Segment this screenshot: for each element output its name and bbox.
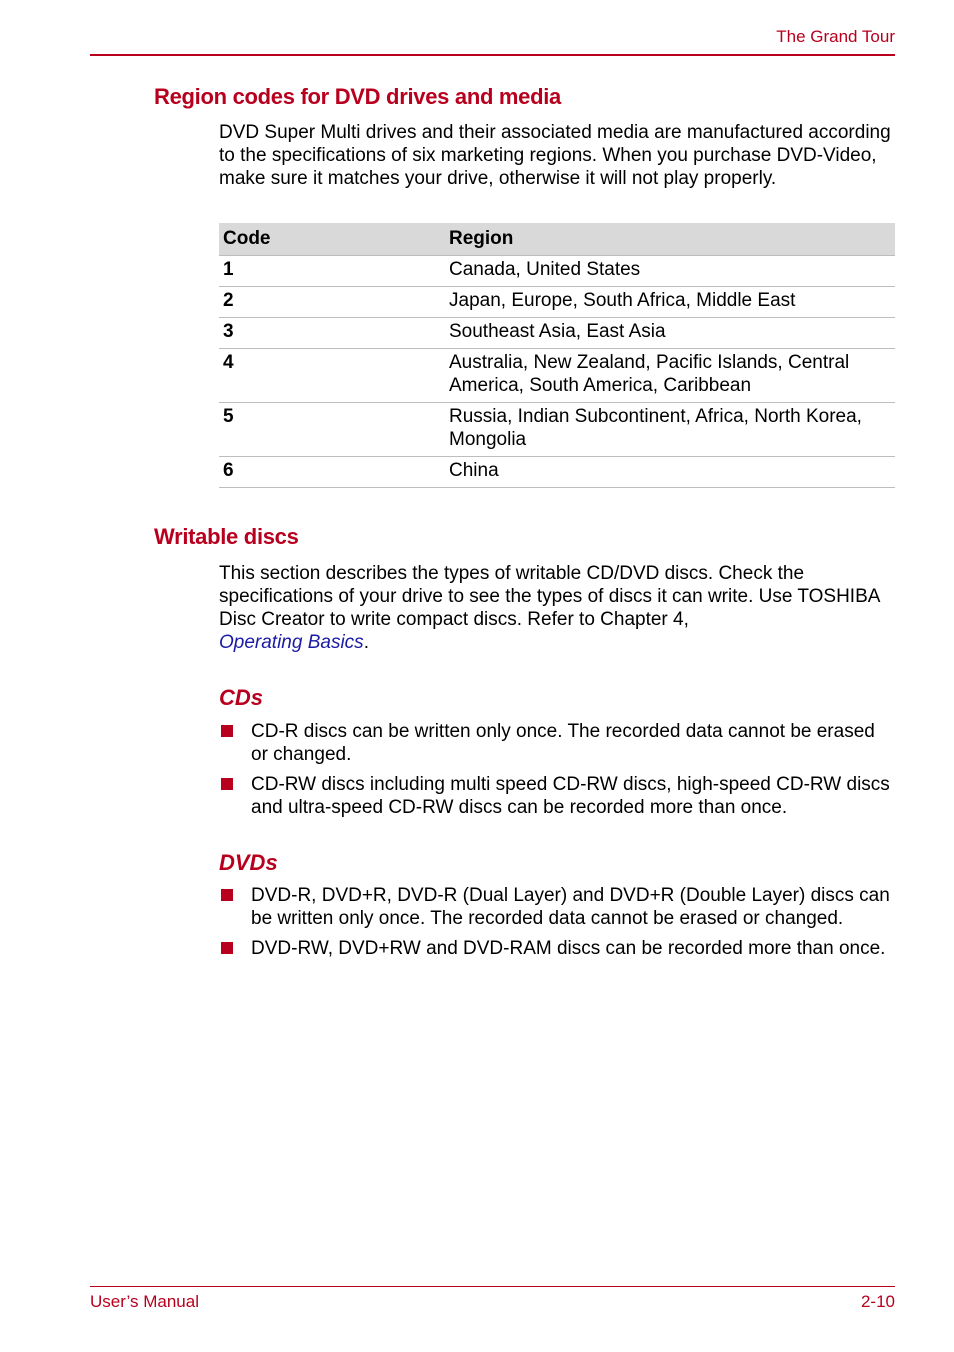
bullet-square-icon: [221, 725, 233, 737]
table-header-row: [219, 223, 895, 256]
region-code-cell: 1: [219, 256, 445, 287]
region-code-cell: 3: [219, 318, 445, 349]
table-row: [219, 349, 895, 403]
region-name-cell: China: [445, 457, 895, 488]
region-name-cell: Canada, United States: [445, 256, 895, 287]
cds-bullet-list: [219, 720, 895, 826]
dvds-heading: DVDs: [219, 850, 278, 875]
region-name-cell: Japan, Europe, South Africa, Middle East: [445, 287, 895, 318]
list-item: [219, 773, 895, 819]
region-code-cell: 2: [219, 287, 445, 318]
bullet-text: CD-R discs can be written only once. The recorded data cannot be erased or changed.: [251, 721, 875, 765]
region-name-cell: Australia, New Zealand, Pacific Islands, Central America, South America, Caribbean: [445, 349, 895, 403]
writable-discs-intro: [219, 562, 895, 654]
table-row: [219, 403, 895, 457]
bullet-square-icon: [221, 889, 233, 901]
column-header-region: Region: [445, 223, 895, 256]
bullet-text: DVD-R, DVD+R, DVD-R (Dual Layer) and DVD+R (Double Layer) discs can be written only once. The recorded data cannot be erased or changed.: [251, 885, 890, 929]
region-name-cell: Russia, Indian Subcontinent, Africa, North Korea, Mongolia: [445, 403, 895, 457]
intro-period: .: [363, 632, 369, 653]
region-codes-heading: Region codes for DVD drives and media: [154, 84, 561, 109]
page-number: 2-10: [860, 1292, 895, 1311]
table-row: [219, 256, 895, 287]
bullet-text: DVD-RW, DVD+RW and DVD-RAM discs can be recorded more than once.: [251, 938, 886, 959]
running-header-title: The Grand Tour: [776, 27, 895, 46]
table-row: [219, 318, 895, 349]
writable-intro-text: This section describes the types of writable CD/DVD discs. Check the specifications of your drive to see the types of discs it can write. Use TOSHIBA Disc Creator to write compact discs. Refer to Chapter 4,: [219, 563, 880, 630]
dvds-bullet-list: [219, 884, 895, 967]
bullet-square-icon: [221, 942, 233, 954]
list-item: [219, 884, 895, 930]
footer-manual-title: User’s Manual: [90, 1292, 199, 1311]
footer-rule: [90, 1286, 895, 1287]
table-row: [219, 457, 895, 488]
cds-heading: CDs: [219, 685, 264, 710]
writable-discs-heading: Writable discs: [154, 524, 299, 549]
bullet-square-icon: [221, 778, 233, 790]
region-codes-table: [219, 223, 895, 488]
column-header-code: Code: [219, 223, 445, 256]
region-codes-intro: DVD Super Multi drives and their associated media are manufactured according to the specifications of six marketing regions. When you purchase DVD-Video, make sure it matches your drive, otherwise it will not play properly.: [219, 122, 891, 189]
region-code-cell: 6: [219, 457, 445, 488]
operating-basics-link[interactable]: Operating Basics: [219, 632, 364, 653]
table-row: [219, 287, 895, 318]
region-code-cell: 4: [219, 349, 445, 403]
header-rule: [90, 54, 895, 56]
region-name-cell: Southeast Asia, East Asia: [445, 318, 895, 349]
region-code-cell: 5: [219, 403, 445, 457]
list-item: [219, 720, 895, 766]
list-item: [219, 937, 895, 960]
bullet-text: CD-RW discs including multi speed CD-RW discs, high-speed CD-RW discs and ultra-speed CD-RW discs can be recorded more than once.: [251, 774, 890, 818]
